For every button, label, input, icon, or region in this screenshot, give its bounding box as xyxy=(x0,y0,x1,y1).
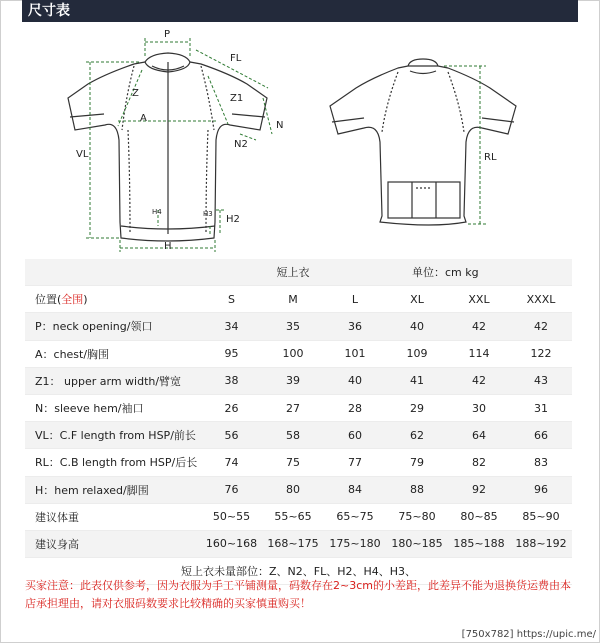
cell-value: 80 xyxy=(262,476,324,503)
row-label: 建议身高 xyxy=(25,530,201,557)
cell-value: 85~90 xyxy=(510,503,572,530)
cell-value: 41 xyxy=(386,367,448,394)
size-header-row xyxy=(25,286,572,313)
table-row xyxy=(25,476,572,503)
cell-value: 36 xyxy=(324,313,386,340)
cell-value: 101 xyxy=(324,340,386,367)
cell-value: 29 xyxy=(386,394,448,421)
cell-value: 180~185 xyxy=(386,530,448,557)
label-h2: H2 xyxy=(226,214,240,225)
watermark: [750x782] https://upic.me/ xyxy=(461,629,596,640)
cell-value: 42 xyxy=(448,313,510,340)
table-row xyxy=(25,340,572,367)
cell-value: 66 xyxy=(510,422,572,449)
position-label-red: 全围 xyxy=(61,293,84,307)
cell-value: 40 xyxy=(386,313,448,340)
position-label-suffix: ) xyxy=(83,293,88,307)
row-label: Z1： upper arm width/臂宽 xyxy=(25,367,201,394)
label-z: Z xyxy=(132,88,139,99)
cell-value: 40 xyxy=(324,367,386,394)
cell-value: 27 xyxy=(262,394,324,421)
unmeasured-parts-note: 短上衣未量部位：Z、N2、FL、H2、H4、H3、 xyxy=(25,558,572,585)
cell-value: 188~192 xyxy=(510,530,572,557)
cell-value: 31 xyxy=(510,394,572,421)
back-jersey-drawing xyxy=(330,59,516,225)
label-vl: VL xyxy=(76,149,89,160)
cell-value: 79 xyxy=(386,449,448,476)
cell-value: 168~175 xyxy=(262,530,324,557)
cell-value: 64 xyxy=(448,422,510,449)
label-fl: FL xyxy=(230,53,242,64)
label-n2: N2 xyxy=(234,139,248,150)
cell-value: 185~188 xyxy=(448,530,510,557)
unit-label: 单位：cm kg xyxy=(386,259,572,286)
size-table xyxy=(25,259,572,585)
row-label: N：sleeve hem/袖口 xyxy=(25,394,201,421)
jersey-diagram xyxy=(60,26,530,254)
row-label: H：hem relaxed/脚围 xyxy=(25,476,201,503)
cell-value: 76 xyxy=(201,476,262,503)
cell-value: 82 xyxy=(448,449,510,476)
position-label-prefix: 位置( xyxy=(35,293,62,307)
size-header: M xyxy=(262,286,324,313)
table-row xyxy=(25,313,572,340)
label-h3: H3 xyxy=(203,210,213,218)
cell-value: 175~180 xyxy=(324,530,386,557)
cell-value: 38 xyxy=(201,367,262,394)
cell-value: 80~85 xyxy=(448,503,510,530)
label-h4: H4 xyxy=(152,208,162,216)
size-header: S xyxy=(201,286,262,313)
cell-value: 62 xyxy=(386,422,448,449)
cell-value: 60 xyxy=(324,422,386,449)
table-row xyxy=(25,530,572,557)
cell-value: 83 xyxy=(510,449,572,476)
size-header: XXXL xyxy=(510,286,572,313)
table-row xyxy=(25,394,572,421)
cell-value: 39 xyxy=(262,367,324,394)
cell-value: 96 xyxy=(510,476,572,503)
cell-value: 74 xyxy=(201,449,262,476)
cell-value: 43 xyxy=(510,367,572,394)
cell-value: 35 xyxy=(262,313,324,340)
position-label xyxy=(25,286,201,313)
cell-value: 114 xyxy=(448,340,510,367)
page-title: 尺寸表 xyxy=(22,0,578,22)
cell-value: 34 xyxy=(201,313,262,340)
label-p: P xyxy=(164,29,171,40)
cell-value: 30 xyxy=(448,394,510,421)
cell-value: 122 xyxy=(510,340,572,367)
table-row xyxy=(25,449,572,476)
cell-value: 42 xyxy=(510,313,572,340)
cell-value: 58 xyxy=(262,422,324,449)
size-header: XL xyxy=(386,286,448,313)
cell-value: 100 xyxy=(262,340,324,367)
row-label: P：neck opening/领口 xyxy=(25,313,201,340)
cell-value: 75~80 xyxy=(386,503,448,530)
label-rl: RL xyxy=(484,152,497,163)
cell-value: 77 xyxy=(324,449,386,476)
row-label: RL：C.B length from HSP/后长 xyxy=(25,449,201,476)
table-row xyxy=(25,367,572,394)
table-title-row xyxy=(25,259,572,286)
cell-value: 28 xyxy=(324,394,386,421)
row-label: A：chest/胸围 xyxy=(25,340,201,367)
cell-value: 55~65 xyxy=(262,503,324,530)
size-header: XXL xyxy=(448,286,510,313)
cell-value: 84 xyxy=(324,476,386,503)
label-z1: Z1 xyxy=(230,93,244,104)
cell-value: 95 xyxy=(201,340,262,367)
cell-value: 160~168 xyxy=(201,530,262,557)
cell-value: 56 xyxy=(201,422,262,449)
label-a: A xyxy=(140,113,147,124)
table-row xyxy=(25,503,572,530)
cell-value: 65~75 xyxy=(324,503,386,530)
cell-value: 109 xyxy=(386,340,448,367)
table-title: 短上衣 xyxy=(262,259,324,286)
label-n: N xyxy=(276,120,284,131)
cell-value: 26 xyxy=(201,394,262,421)
size-header: L xyxy=(324,286,386,313)
cell-value: 75 xyxy=(262,449,324,476)
buyer-note: 买家注意：此表仅供参考，因为衣服为手工平铺测量，码数存在2~3cm的小差距，此差异不能为退换货运费由本店承担理由，请对衣服码数要求比较精确的买家慎重购买！ xyxy=(25,579,571,610)
cell-value: 42 xyxy=(448,367,510,394)
row-label: 建议体重 xyxy=(25,503,201,530)
row-label: VL：C.F length from HSP/前长 xyxy=(25,422,201,449)
cell-value: 50~55 xyxy=(201,503,262,530)
cell-value: 92 xyxy=(448,476,510,503)
label-h: H xyxy=(164,241,172,252)
cell-value: 88 xyxy=(386,476,448,503)
table-row xyxy=(25,422,572,449)
